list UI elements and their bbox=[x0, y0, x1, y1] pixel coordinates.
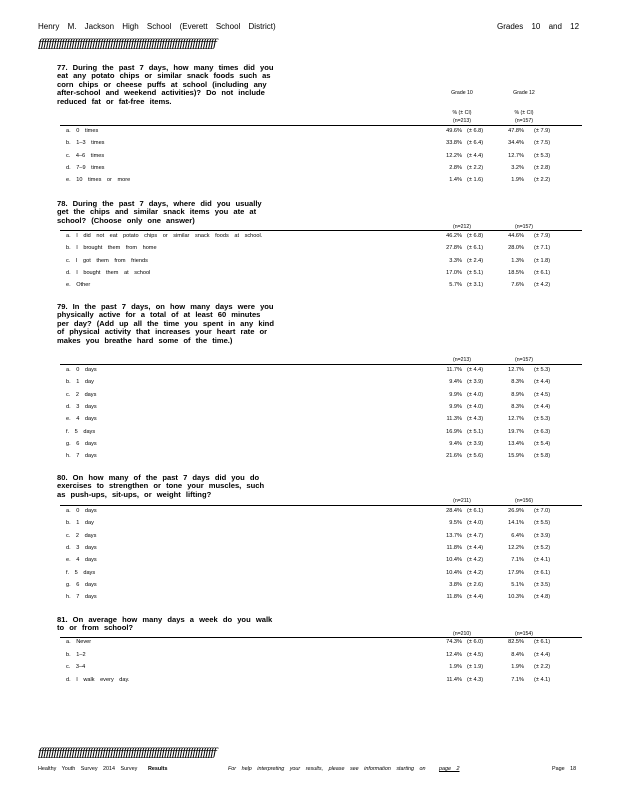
grade12-percent: 3.2% bbox=[511, 164, 524, 171]
answer-label: h. 7 days bbox=[66, 453, 97, 460]
answer-label: c. 3–4 bbox=[66, 664, 86, 670]
grade12-header: Grade 12 bbox=[513, 90, 535, 96]
table-row bbox=[0, 377, 618, 389]
answer-label: b. 1–2 bbox=[66, 651, 86, 658]
table-row bbox=[0, 427, 618, 439]
answer-label: a. 0 days bbox=[66, 508, 97, 514]
table-row bbox=[0, 592, 618, 604]
grade10-ci: (± 4.5) bbox=[467, 651, 484, 658]
answer-label: h. 7 days bbox=[66, 594, 97, 601]
grade10-percent: 17.0% bbox=[446, 269, 462, 276]
grade12-ci: (± 4.1) bbox=[534, 676, 551, 683]
answer-label: f. 5 days bbox=[66, 569, 96, 576]
table-row bbox=[0, 675, 618, 687]
table-row bbox=[0, 365, 618, 377]
grade10-percent: 1.9% bbox=[449, 664, 462, 670]
grade10-percent: 11.8% bbox=[446, 544, 462, 551]
question-text: 80. On how many of the past 7 days did you do exercises to strengthen or tone your muscles, such as push-ups, sit-ups, or weight lifting? bbox=[57, 473, 265, 499]
grade10-percent: 21.6% bbox=[446, 453, 462, 460]
grade10-percent: 9.4% bbox=[449, 440, 462, 447]
grade12-ci: (± 2.2) bbox=[534, 664, 551, 670]
answer-label: b. 1–3 times bbox=[66, 140, 105, 147]
question-text: 79. In the past 7 days, on how many days were you physically active for a total of at least 60 minutes per day? (Add up all the time you spent in any kind of physical activity that increases your heart rate or makes you breathe hard some of the time.) bbox=[57, 302, 274, 345]
footer-results: Results bbox=[148, 766, 168, 772]
table-row bbox=[0, 414, 618, 426]
grade12-ci: (± 4.1) bbox=[534, 557, 551, 564]
grade12-ci: (± 4.4) bbox=[534, 651, 551, 658]
grade12-percent: 28.0% bbox=[508, 245, 524, 252]
grade10-header: Grade 10 bbox=[451, 90, 473, 96]
footer-page-number: Page 18 bbox=[552, 766, 577, 772]
grade12-percent: 1.9% bbox=[511, 664, 524, 670]
grade10-percent: 27.8% bbox=[446, 245, 462, 252]
grade12-percent: 26.9% bbox=[508, 508, 524, 514]
question-text: 81. On average how many days a week do you walk to or from school? bbox=[57, 615, 273, 633]
grade10-n: (n=213) bbox=[452, 357, 472, 363]
grade10-ci: (± 6.0) bbox=[467, 639, 484, 645]
answer-label: c. 2 days bbox=[66, 532, 97, 539]
grade12-ci: (± 4.5) bbox=[534, 391, 551, 398]
table-row bbox=[0, 531, 618, 543]
grade10-ci: (± 4.0) bbox=[467, 520, 484, 527]
table-row bbox=[0, 402, 618, 414]
answer-label: e. 4 days bbox=[66, 557, 97, 564]
table-row bbox=[0, 580, 618, 592]
grade12-n: (n=157) bbox=[514, 118, 534, 124]
question-text: 77. During the past 7 days, how many times did you eat any potato chips or similar snack foods such as corn chips or cheese puffs at school (including any after-school and weekend activities)? Do not include reduced fat or fat-free items. bbox=[57, 63, 274, 106]
grade10-percent: 16.9% bbox=[446, 428, 462, 435]
grade10-ci: (± 6.1) bbox=[467, 508, 484, 514]
grade10-ci: (± 6.1) bbox=[467, 245, 484, 252]
answer-label: c. I got them from friends bbox=[66, 257, 148, 264]
grade12-percent: 12.7% bbox=[508, 152, 524, 159]
table-row bbox=[0, 256, 618, 268]
grade12-percent: 8.4% bbox=[511, 651, 524, 658]
grade10-percent: 49.6% bbox=[446, 128, 462, 134]
answer-label: d. 3 days bbox=[66, 544, 97, 551]
grade10-stat-header: % (± CI) bbox=[452, 110, 472, 116]
table-row bbox=[0, 568, 618, 580]
grade10-percent: 3.3% bbox=[449, 257, 462, 264]
table-row bbox=[0, 543, 618, 555]
grade12-stat-header: % (± CI) bbox=[514, 110, 534, 116]
grade10-percent: 10.4% bbox=[446, 557, 462, 564]
grade12-ci: (± 7.9) bbox=[534, 128, 551, 134]
answer-label: a. I did not eat potato chips or similar snack foods at school. bbox=[66, 233, 263, 239]
grade12-percent: 6.4% bbox=[511, 532, 524, 539]
grade12-n: (n=156) bbox=[514, 498, 534, 504]
bottom-divider: ƒƒƒƒƒƒƒƒƒƒƒƒƒƒƒƒƒƒƒƒƒƒƒƒƒƒƒƒƒƒƒƒƒƒƒƒƒƒƒƒƒƒƒƒƒƒƒƒƒƒƒƒƒƒƒƒƒƒƒƒƒƒƒƒƒƒƒƒƒ bbox=[38, 746, 216, 758]
table-row bbox=[0, 268, 618, 280]
table-row bbox=[0, 243, 618, 255]
table-row bbox=[0, 151, 618, 163]
grade12-ci: (± 5.3) bbox=[534, 367, 551, 373]
grade12-percent: 19.7% bbox=[508, 428, 524, 435]
grade10-percent: 9.4% bbox=[449, 379, 462, 386]
grade10-ci: (± 1.9) bbox=[467, 664, 484, 670]
grade10-ci: (± 6.8) bbox=[467, 128, 484, 134]
table-row bbox=[0, 163, 618, 175]
answer-label: d. I walk every day. bbox=[66, 676, 130, 683]
grade10-ci: (± 5.1) bbox=[467, 428, 484, 435]
grade10-percent: 1.4% bbox=[449, 177, 462, 184]
grade12-ci: (± 5.5) bbox=[534, 520, 551, 527]
answer-label: a. 0 times bbox=[66, 128, 99, 134]
grade10-percent: 9.9% bbox=[449, 403, 462, 410]
grade10-percent: 11.8% bbox=[446, 594, 462, 601]
answer-label: c. 2 days bbox=[66, 391, 97, 398]
answer-label: b. 1 day bbox=[66, 520, 94, 527]
grade10-percent: 12.4% bbox=[446, 651, 462, 658]
grade12-ci: (± 5.3) bbox=[534, 416, 551, 423]
grade10-percent: 33.8% bbox=[446, 140, 462, 147]
grade12-ci: (± 4.4) bbox=[534, 379, 551, 386]
grade12-ci: (± 1.8) bbox=[534, 257, 551, 264]
grade12-ci: (± 5.8) bbox=[534, 453, 551, 460]
grade12-percent: 34.4% bbox=[508, 140, 524, 147]
page-header-title: Henry M. Jackson High School (Everett School District) bbox=[38, 22, 276, 31]
top-divider: ƒƒƒƒƒƒƒƒƒƒƒƒƒƒƒƒƒƒƒƒƒƒƒƒƒƒƒƒƒƒƒƒƒƒƒƒƒƒƒƒƒƒƒƒƒƒƒƒƒƒƒƒƒƒƒƒƒƒƒƒƒƒƒƒƒƒƒƒƒ bbox=[38, 37, 216, 49]
answer-label: d. I bought them at school bbox=[66, 269, 151, 276]
grade10-ci: (± 4.2) bbox=[467, 557, 484, 564]
grade10-ci: (± 4.7) bbox=[467, 532, 484, 539]
grade10-ci: (± 4.0) bbox=[467, 403, 484, 410]
grade12-ci: (± 2.8) bbox=[534, 164, 551, 171]
grade10-percent: 5.7% bbox=[449, 282, 462, 289]
grade10-ci: (± 1.6) bbox=[467, 177, 484, 184]
grade10-ci: (± 6.4) bbox=[467, 140, 484, 147]
question-text: 78. During the past 7 days, where did you usually get the chips and similar snack items you ate at school? (Choose only one answer) bbox=[57, 199, 262, 225]
grade10-percent: 74.3% bbox=[446, 639, 462, 645]
grade10-percent: 11.4% bbox=[446, 676, 462, 683]
footer-help-text: For help interpreting your results, please see information starting on bbox=[228, 766, 426, 772]
answer-label: f. 5 days bbox=[66, 428, 96, 435]
grade10-percent: 11.3% bbox=[446, 416, 462, 423]
grade12-percent: 7.1% bbox=[511, 676, 524, 683]
grade10-percent: 46.2% bbox=[446, 233, 462, 239]
grade12-percent: 13.4% bbox=[508, 440, 524, 447]
grade12-n: (n=154) bbox=[514, 631, 534, 637]
table-row bbox=[0, 650, 618, 662]
grade12-percent: 47.8% bbox=[508, 128, 524, 134]
grade12-ci: (± 5.3) bbox=[534, 152, 551, 159]
grade12-percent: 12.7% bbox=[508, 367, 524, 373]
grade12-percent: 7.1% bbox=[511, 557, 524, 564]
grade12-percent: 7.6% bbox=[511, 282, 524, 289]
grade12-percent: 12.2% bbox=[508, 544, 524, 551]
footer-page-link[interactable]: page 2 bbox=[439, 766, 460, 772]
page-header-grades: Grades 10 and 12 bbox=[497, 22, 580, 31]
grade10-percent: 13.7% bbox=[446, 532, 462, 539]
grade10-ci: (± 3.1) bbox=[467, 282, 484, 289]
grade12-percent: 14.1% bbox=[508, 520, 524, 527]
grade10-n: (n=212) bbox=[452, 224, 472, 230]
answer-label: e. 10 times or more bbox=[66, 177, 131, 184]
grade12-ci: (± 7.0) bbox=[534, 508, 551, 514]
grade10-ci: (± 3.9) bbox=[467, 379, 484, 386]
answer-label: a. 0 days bbox=[66, 367, 97, 373]
grade10-ci: (± 3.9) bbox=[467, 440, 484, 447]
grade12-n: (n=157) bbox=[514, 224, 534, 230]
grade10-percent: 11.7% bbox=[446, 367, 462, 373]
grade12-n: (n=157) bbox=[514, 357, 534, 363]
grade12-percent: 44.6% bbox=[508, 233, 524, 239]
grade10-n: (n=211) bbox=[453, 498, 471, 504]
grade12-percent: 18.5% bbox=[508, 269, 524, 276]
table-row bbox=[0, 662, 618, 674]
grade12-percent: 1.9% bbox=[511, 177, 524, 184]
answer-label: b. 1 day bbox=[66, 379, 94, 386]
grade10-percent: 28.4% bbox=[446, 508, 462, 514]
grade12-percent: 8.3% bbox=[511, 379, 524, 386]
grade12-ci: (± 6.1) bbox=[534, 569, 551, 576]
grade10-ci: (± 4.3) bbox=[467, 416, 484, 423]
grade12-ci: (± 6.1) bbox=[534, 269, 551, 276]
grade10-ci: (± 2.2) bbox=[467, 164, 484, 171]
table-row bbox=[0, 439, 618, 451]
grade10-ci: (± 5.1) bbox=[467, 269, 484, 276]
grade10-ci: (± 6.8) bbox=[467, 233, 484, 239]
grade10-ci: (± 4.4) bbox=[467, 544, 484, 551]
answer-label: d. 7–9 times bbox=[66, 164, 105, 171]
grade10-ci: (± 4.4) bbox=[467, 367, 484, 373]
grade10-ci: (± 4.3) bbox=[467, 676, 484, 683]
grade10-percent: 3.8% bbox=[449, 581, 462, 588]
grade10-percent: 2.8% bbox=[449, 164, 462, 171]
table-row bbox=[0, 518, 618, 530]
table-row bbox=[0, 451, 618, 463]
table-row bbox=[0, 138, 618, 150]
grade12-percent: 17.9% bbox=[508, 569, 524, 576]
grade12-ci: (± 5.2) bbox=[534, 544, 551, 551]
grade10-percent: 9.5% bbox=[449, 520, 462, 527]
grade12-ci: (± 4.2) bbox=[534, 282, 551, 289]
grade12-ci: (± 4.4) bbox=[534, 403, 551, 410]
answer-label: b. I brought them from home bbox=[66, 245, 157, 252]
grade12-ci: (± 3.9) bbox=[534, 532, 551, 539]
grade12-ci: (± 7.1) bbox=[534, 245, 551, 252]
footer-survey: Healthy Youth Survey 2014 Survey bbox=[38, 766, 138, 772]
table-row bbox=[0, 555, 618, 567]
answer-label: g. 6 days bbox=[66, 581, 97, 588]
grade10-percent: 9.9% bbox=[449, 391, 462, 398]
table-row bbox=[0, 637, 618, 649]
grade12-percent: 82.5% bbox=[508, 639, 524, 645]
grade12-ci: (± 7.5) bbox=[534, 140, 551, 147]
grade12-percent: 1.3% bbox=[511, 257, 524, 264]
answer-label: g. 6 days bbox=[66, 440, 97, 447]
answer-label: d. 3 days bbox=[66, 403, 97, 410]
grade10-n: (n=213) bbox=[452, 118, 472, 124]
grade10-ci: (± 4.2) bbox=[467, 569, 484, 576]
grade12-ci: (± 7.9) bbox=[534, 233, 551, 239]
grade12-percent: 5.1% bbox=[511, 581, 524, 588]
grade12-percent: 8.9% bbox=[511, 391, 524, 398]
table-row bbox=[0, 390, 618, 402]
answer-label: e. Other bbox=[66, 282, 91, 289]
grade10-ci: (± 5.6) bbox=[467, 453, 484, 460]
grade12-percent: 8.3% bbox=[511, 403, 524, 410]
table-row bbox=[0, 231, 618, 243]
answer-label: c. 4–6 times bbox=[66, 152, 105, 159]
table-row bbox=[0, 506, 618, 518]
grade10-ci: (± 2.4) bbox=[467, 257, 484, 264]
grade12-percent: 15.9% bbox=[508, 453, 524, 460]
grade10-ci: (± 4.4) bbox=[467, 152, 484, 159]
grade10-ci: (± 4.0) bbox=[467, 391, 484, 398]
grade10-ci: (± 2.6) bbox=[467, 581, 484, 588]
table-row bbox=[0, 126, 618, 138]
grade12-ci: (± 3.5) bbox=[534, 581, 551, 588]
table-row bbox=[0, 280, 618, 292]
grade12-ci: (± 4.8) bbox=[534, 594, 551, 601]
grade12-percent: 12.7% bbox=[508, 416, 524, 423]
answer-label: a. Never bbox=[66, 639, 92, 645]
grade12-percent: 10.3% bbox=[508, 594, 524, 601]
grade12-ci: (± 5.4) bbox=[534, 440, 551, 447]
grade12-ci: (± 6.3) bbox=[534, 428, 551, 435]
grade12-ci: (± 6.1) bbox=[534, 639, 551, 645]
grade12-ci: (± 2.2) bbox=[534, 177, 551, 184]
grade10-n: (n=210) bbox=[452, 631, 472, 637]
answer-label: e. 4 days bbox=[66, 416, 97, 423]
grade10-percent: 12.2% bbox=[446, 152, 462, 159]
grade10-ci: (± 4.4) bbox=[467, 594, 484, 601]
table-row bbox=[0, 175, 618, 187]
grade10-percent: 10.4% bbox=[446, 569, 462, 576]
